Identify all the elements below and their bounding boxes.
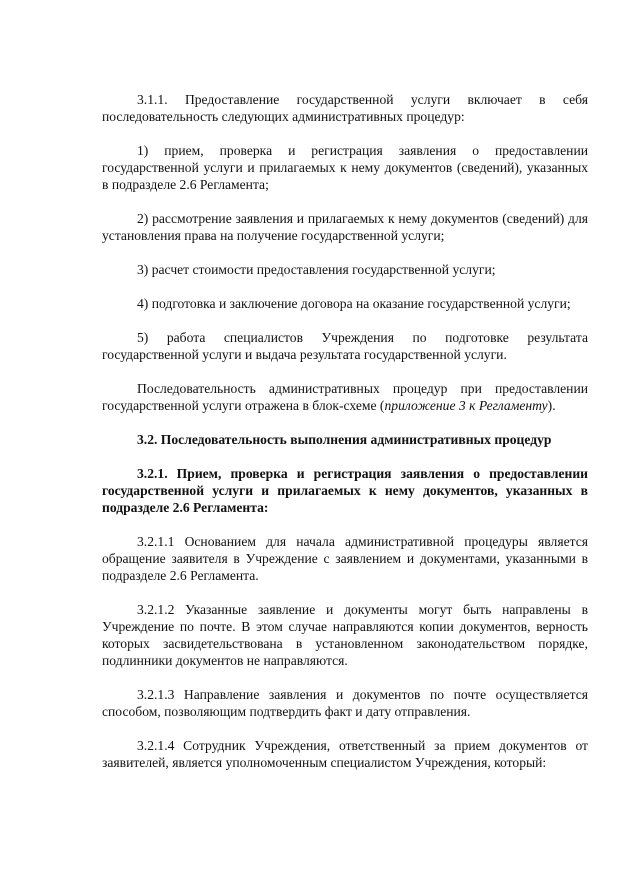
heading-3-2: 3.2. Последовательность выполнения административных процедур [137,432,552,447]
sequence-text: Последовательность административных процедур при предоставлении государственной услуги отражена в блок-схеме ( [102,381,588,413]
heading-3-2-1: 3.2.1. Прием, проверка и регистрация заявления о предоставлении государственной услуги и прилагаемых к нему документов, указанных в подразделе 2.6 Регламента: [102,466,588,515]
list-item-5: 5) работа специалистов Учреждения по подготовке результата государственной услуги и выдача результата государственной услуги. [102,330,588,362]
document-body [102,91,588,788]
paragraph-3-2-1-2: 3.2.1.2 Указанные заявление и документы могут быть направлены в Учреждение по почте. В этом случае направляются копии документов, верность которых засвидетельствована в установленном законодательством порядке, подлинники документов не направляются. [102,602,588,668]
paragraph-3-2-1-3: 3.2.1.3 Направление заявления и документов по почте осуществляется способом, позволяющим подтвердить факт и дату отправления. [102,687,588,719]
list-item-2: 2) рассмотрение заявления и прилагаемых к нему документов (сведений) для установления права на получение государственной услуги; [102,211,588,243]
paragraph-3-2-1-4: 3.2.1.4 Сотрудник Учреждения, ответственный за прием документов от заявителей, является уполномоченным специалистом Учреждения, который: [102,738,588,770]
paragraph-3-1-1: 3.1.1. Предоставление государственной услуги включает в себя последовательность следующих административных процедур: [102,92,588,124]
paragraph-sequence [102,380,588,414]
appendix-reference: приложение 3 к Регламенту [384,398,548,413]
sequence-end: ). [547,398,556,413]
list-item-1: 1) прием, проверка и регистрация заявления о предоставлении государственной услуги и прилагаемых к нему документов (сведений), указанных в подразделе 2.6 Регламента; [102,143,588,192]
paragraph-3-2-1-1: 3.2.1.1 Основанием для начала административной процедуры является обращение заявителя в Учреждение с заявлением и документами, указанными в подразделе 2.6 Регламента. [102,534,588,583]
list-item-3: 3) расчет стоимости предоставления государственной услуги; [137,262,496,277]
list-item-4: 4) подготовка и заключение договора на оказание государственной услуги; [137,296,571,311]
